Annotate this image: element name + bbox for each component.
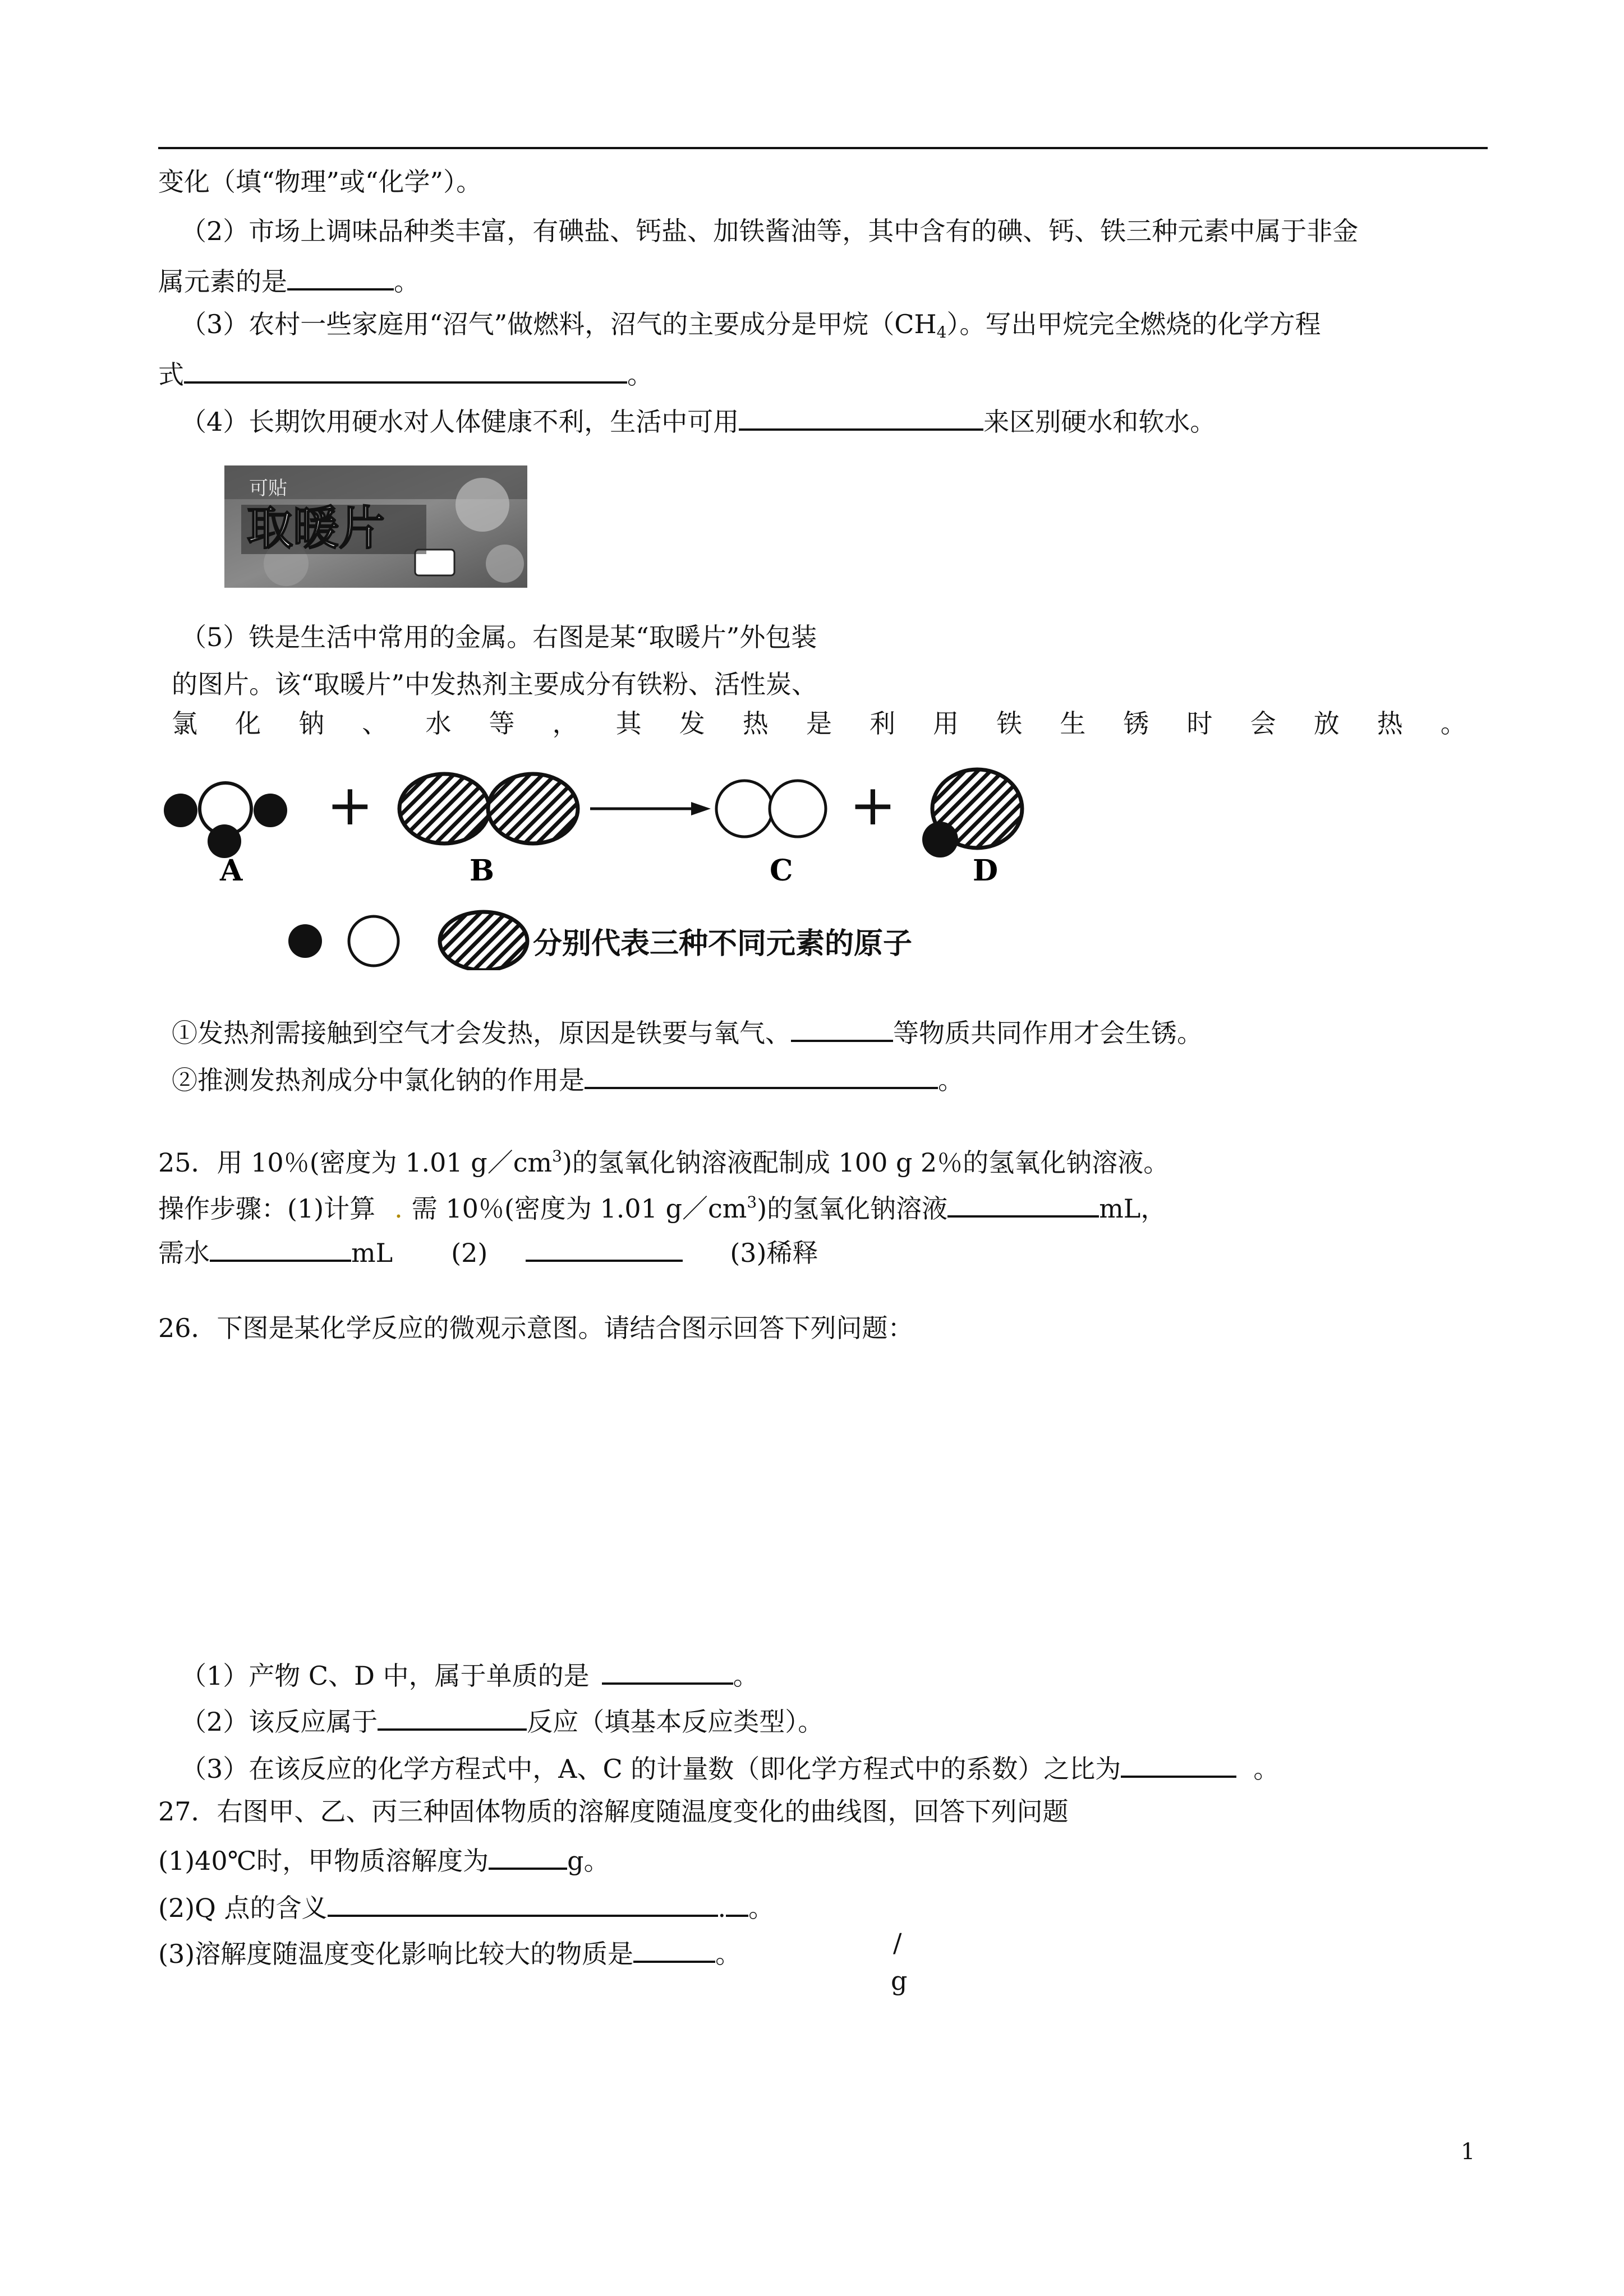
q25-naoh-volume-blank[interactable]: [947, 1188, 1099, 1218]
q2-line1: （2）市场上调味品种类丰富，有碘盐、钙盐、加铁酱油等，其中含有的碘、钙、铁三种元素中属于非金: [181, 216, 1359, 246]
q5-2-post: 。: [938, 1065, 964, 1095]
q26-2-pre: （2）该反应属于: [181, 1707, 378, 1737]
legend-text: 分别代表三种不同元素的原子: [533, 927, 913, 961]
q26-1-answer-blank[interactable]: [602, 1656, 733, 1685]
page-number: 1: [1461, 2139, 1475, 2165]
q26-3-line: [181, 1749, 1279, 1786]
q27-3-line: [158, 1934, 741, 1971]
q26-2-line: [181, 1702, 823, 1739]
label-a: A: [220, 854, 243, 888]
q5-2-answer-blank[interactable]: [585, 1060, 938, 1089]
q25-line2: [158, 1186, 1166, 1225]
q25-post: )的氢氧化钠溶液配制成 100 g 2％的氢氧化钠溶液。: [562, 1147, 1170, 1178]
q5-line3-char: 是: [806, 708, 832, 739]
molecule-d: [922, 769, 1022, 857]
q27-2-pre: (2)Q 点的含义: [158, 1893, 328, 1923]
q25-step2: (2): [451, 1238, 488, 1268]
q27-1-answer-blank[interactable]: [489, 1841, 567, 1870]
q27-1-line: [158, 1841, 610, 1878]
q25-pre: 25．用 10％(密度为 1.01 g／cm: [158, 1147, 553, 1178]
q5-line3-char: 氯: [172, 708, 197, 739]
q5-line3-char: 生: [1060, 708, 1086, 739]
q5-line3-char: 用: [933, 708, 959, 739]
q25-line1: [158, 1140, 1169, 1179]
q27-1-pre: (1)40℃时，甲物质溶解度为: [158, 1846, 489, 1876]
molecule-c: [716, 781, 826, 837]
q27-2-answer-blank-tail[interactable]: [726, 1888, 748, 1917]
q27-1-post: g。: [567, 1846, 610, 1876]
q3-line2: [158, 354, 653, 391]
q3-answer-blank[interactable]: [184, 354, 627, 384]
q5-line3-justified: [172, 707, 1466, 740]
q5-line3-char: 。: [1440, 708, 1466, 739]
q27-stem: 27．右图甲、乙、丙三种固体物质的溶解度随温度变化的曲线图，回答下列问题: [158, 1796, 1069, 1827]
q27-2-line: [158, 1888, 774, 1925]
q3-subscript: 4: [936, 323, 947, 342]
q26-1-pre: （1）产物 C、D 中，属于单质的是: [181, 1661, 590, 1691]
q3-line1-post: ）。写出甲烷完全燃烧的化学方程: [946, 309, 1321, 339]
q5-line3-char: 铁: [996, 708, 1023, 739]
q27-2-post: 。: [748, 1893, 775, 1923]
q25-line3: [158, 1233, 818, 1270]
q5-1-answer-blank[interactable]: [791, 1013, 893, 1042]
q5-line3-char: 钠: [298, 708, 325, 739]
q5-line3-char: 发: [679, 708, 705, 739]
q5-line3-char: 时: [1186, 708, 1213, 739]
q5-line3-char: 利: [869, 708, 896, 739]
q5-line3-char: 锈: [1123, 708, 1149, 739]
header-rule: [158, 147, 1488, 149]
q25-line2-mid2: )的氢氧化钠溶液: [757, 1193, 948, 1224]
q5-line3-char: 放: [1313, 708, 1340, 739]
q3-line2-pre: 式: [158, 359, 184, 390]
q27-3-post: 。: [715, 1939, 742, 1969]
q5-line3-char: 其: [615, 708, 642, 739]
q26-1-post: 。: [733, 1661, 759, 1691]
q26-2-post: 反应（填基本反应类型）。: [527, 1707, 824, 1737]
q5-1-line: [172, 1013, 1203, 1050]
q3-line1: [181, 307, 1321, 349]
q5-line2: 的图片。该“取暖片”中发热剂主要成分有铁粉、活性炭、: [172, 669, 818, 699]
heat-pack-photo: [224, 465, 527, 588]
label-b: B: [470, 854, 494, 888]
plus-sign-2: +: [849, 772, 896, 838]
legend: [288, 912, 527, 970]
q26-3-pre: （3）在该反应的化学方程式中，A、C 的计量数（即化学方程式中的系数）之比为: [181, 1754, 1121, 1784]
q25-line2-mid: 需 10％(密度为 1.01 g／cm: [411, 1193, 747, 1224]
q27-3-answer-blank[interactable]: [633, 1934, 715, 1963]
q5-line3-char: 水: [425, 708, 452, 739]
q25-water-volume-blank[interactable]: [210, 1233, 351, 1262]
q26-2-answer-blank[interactable]: [378, 1702, 527, 1731]
label-d: D: [973, 854, 999, 888]
q5-2-pre: ②推测发热剂成分中氯化钠的作用是: [172, 1065, 585, 1095]
q27-2-dot: .: [717, 1893, 726, 1923]
q5-line3-char: 热: [742, 708, 769, 739]
text-line-top: 变化（填“物理”或“化学”）。: [158, 167, 482, 197]
q5-line3-char: ，: [552, 708, 578, 739]
photo-small-text: 可贴: [249, 477, 287, 500]
q25-step2-blank[interactable]: [526, 1233, 683, 1262]
molecule-b: [399, 774, 578, 843]
q25-line2-unit: mL，: [1099, 1193, 1167, 1224]
q2-line2: [158, 261, 420, 298]
axis-label-slash: /: [893, 1928, 902, 1958]
q3-line1-pre: （3）农村一些家庭用“沼气”做燃料，沼气的主要成分是甲烷（CH: [181, 309, 937, 339]
q4-post: 来区别硬水和软水。: [983, 407, 1216, 437]
q5-line1: （5）铁是生活中常用的金属。右图是某“取暖片”外包装: [181, 622, 817, 652]
q2-line2-pre: 属元素的是: [158, 266, 287, 297]
q25-water-unit: mL: [351, 1238, 393, 1268]
photo-title: 取暖片: [247, 502, 385, 555]
plus-sign-1: +: [326, 772, 374, 838]
q3-line2-post: 。: [627, 359, 653, 390]
axis-label-unit: g: [891, 1966, 908, 1996]
q25-line2-sup: 3: [747, 1193, 757, 1211]
q4-pre: （4）长期饮用硬水对人体健康不利，生活中可用: [181, 407, 739, 437]
label-c: C: [770, 854, 793, 888]
q5-line3-char: 会: [1250, 708, 1276, 739]
q26-stem: 26．下图是某化学反应的微观示意图。请结合图示回答下列问题：: [158, 1313, 914, 1343]
reaction-arrow: [590, 802, 711, 815]
q4-answer-blank[interactable]: [739, 402, 983, 431]
q2-answer-blank[interactable]: [287, 261, 394, 291]
q26-1-line: [181, 1656, 759, 1693]
q27-2-answer-blank[interactable]: [328, 1888, 718, 1917]
q25-sup: 3: [552, 1147, 562, 1165]
q4-line: [181, 402, 1216, 439]
q5-1-pre: ①发热剂需接触到空气才会发热，原因是铁要与氧气、: [172, 1018, 791, 1048]
q5-line3-char: 、: [362, 708, 388, 739]
q27-3-pre: (3)溶解度随温度变化影响比较大的物质是: [158, 1939, 634, 1969]
q25-water-label: 需水: [158, 1238, 210, 1268]
molecule-a: [164, 783, 287, 858]
q26-3-answer-blank[interactable]: [1121, 1749, 1236, 1778]
q25-step1: 操作步骤：(1)计算: [158, 1193, 376, 1224]
q5-1-post: 等物质共同作用才会生锈。: [893, 1018, 1203, 1048]
q2-line2-post: 。: [394, 266, 420, 297]
q26-3-post: 。: [1253, 1754, 1280, 1784]
q25-stray-dot: .: [394, 1193, 403, 1224]
q5-line3-char: 等: [489, 708, 515, 739]
q5-2-line: [172, 1060, 964, 1097]
q5-line3-char: 热: [1377, 708, 1403, 739]
q25-step3: (3)稀释: [730, 1238, 818, 1268]
q5-line3-char: 化: [235, 708, 261, 739]
